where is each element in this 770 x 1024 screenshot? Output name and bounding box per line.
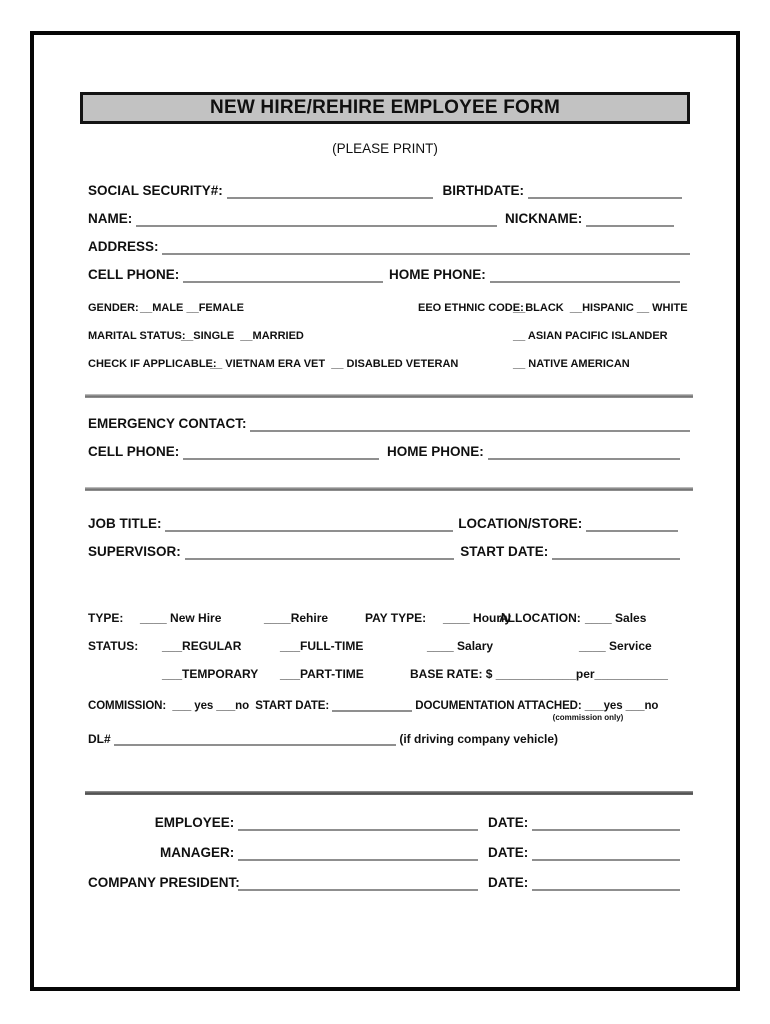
cell-phone-label: CELL PHONE: [88, 267, 184, 282]
status-regular-option[interactable]: ___REGULAR [162, 639, 242, 653]
supervisor-input-line[interactable] [185, 553, 455, 560]
home-phone-label: HOME PHONE: [389, 267, 490, 282]
birthdate-input-line[interactable] [528, 192, 682, 199]
section-divider [85, 487, 693, 491]
nickname-label: NICKNAME: [505, 211, 586, 226]
ssn-birthdate-row [88, 182, 692, 199]
commission-row [88, 700, 692, 712]
commission-yes-option[interactable]: ___ yes [169, 700, 214, 712]
start-date-input-line[interactable] [552, 553, 680, 560]
allocation-service-option[interactable]: ____ Service [579, 639, 652, 653]
form-title: NEW HIRE/REHIRE EMPLOYEE FORM [210, 97, 560, 118]
gender-options[interactable]: __MALE __FEMALE [140, 302, 244, 314]
commission-label: COMMISSION: [88, 700, 170, 712]
marital-label: MARITAL STATUS: [88, 330, 186, 342]
type-row [88, 608, 692, 625]
birthdate-label: BIRTHDATE: [442, 183, 528, 198]
job-title-input-line[interactable] [165, 525, 453, 532]
type-label: TYPE: [88, 611, 124, 625]
emergency-cell-phone-input-line[interactable] [183, 453, 379, 460]
marital-options[interactable]: __SINGLE __MARRIED [181, 330, 304, 342]
allocation-label: ALLOCATION: [499, 611, 581, 625]
home-phone-input-line[interactable] [490, 276, 680, 283]
location-store-label: LOCATION/STORE: [458, 516, 586, 531]
pay-hourly-option[interactable]: ____ Hourly [443, 611, 512, 625]
gender-eeo-row [88, 299, 692, 314]
job-title-label: JOB TITLE: [88, 516, 166, 531]
pay-salary-option[interactable]: ____ Salary [427, 639, 494, 653]
president-signature-line[interactable] [238, 884, 478, 891]
emergency-phone-row [88, 443, 692, 460]
president-date-line[interactable] [532, 884, 680, 891]
commission-note-row [88, 713, 692, 724]
status-part-time-option[interactable]: ___PART-TIME [280, 667, 364, 681]
commission-only-note: (commission only) [552, 713, 624, 722]
status-row [88, 636, 692, 653]
emergency-contact-label: EMERGENCY CONTACT: [88, 416, 251, 431]
date-label: DATE: [488, 875, 532, 890]
documentation-yes-option[interactable]: ___yes [581, 700, 623, 712]
employee-label: EMPLOYEE: [154, 815, 238, 830]
applicable-options[interactable]: __ VIETNAM ERA VET __ DISABLED VETERAN [210, 358, 459, 370]
name-input-line[interactable] [136, 220, 497, 227]
president-signature-row [88, 874, 692, 891]
form-title-bar [80, 92, 690, 124]
name-row [88, 210, 692, 227]
documentation-label: DOCUMENTATION ATTACHED: [412, 700, 582, 712]
nickname-input-line[interactable] [586, 220, 674, 227]
manager-date-line[interactable] [532, 854, 680, 861]
commission-start-date-input-line[interactable] [332, 705, 412, 712]
start-date-label: START DATE: [460, 544, 552, 559]
emergency-home-phone-label: HOME PHONE: [387, 444, 488, 459]
status-label: STATUS: [88, 639, 139, 653]
status-full-time-option[interactable]: ___FULL-TIME [280, 639, 364, 653]
emergency-home-phone-input-line[interactable] [488, 453, 680, 460]
allocation-sales-option[interactable]: ____ Sales [585, 611, 647, 625]
gender-label: GENDER: [88, 302, 139, 314]
name-label: NAME: [88, 211, 136, 226]
documentation-no-option[interactable]: ___no [622, 700, 659, 712]
dl-input-line[interactable] [114, 739, 396, 746]
ssn-input-line[interactable] [227, 192, 433, 199]
emergency-contact-input-line[interactable] [250, 425, 690, 432]
employee-signature-line[interactable] [238, 824, 478, 831]
phone-row [88, 266, 692, 283]
form-content [34, 182, 736, 891]
employee-signature-row [88, 814, 692, 831]
marital-row [88, 327, 692, 342]
form-page [30, 31, 740, 991]
commission-no-option[interactable]: ___no [213, 700, 250, 712]
supervisor-label: SUPERVISOR: [88, 544, 185, 559]
status-row-2 [88, 664, 692, 681]
veteran-row [88, 355, 692, 370]
eeo-row1-options[interactable]: __BLACK __HISPANIC __ WHITE [513, 302, 688, 314]
address-row [88, 238, 692, 255]
section-divider [85, 791, 693, 795]
date-label: DATE: [488, 815, 532, 830]
applicable-label: CHECK IF APPLICABLE: [88, 358, 217, 370]
supervisor-row [88, 543, 692, 560]
address-input-line[interactable] [162, 248, 690, 255]
emergency-cell-phone-label: CELL PHONE: [88, 444, 184, 459]
date-label: DATE: [488, 845, 532, 860]
eeo-label: EEO ETHNIC CODE: [418, 302, 524, 314]
job-title-row [88, 515, 692, 532]
base-rate-field[interactable]: BASE RATE: $ ____________per___________ [410, 667, 668, 681]
section-divider [85, 394, 693, 398]
pay-type-label: PAY TYPE: [365, 611, 427, 625]
eeo-asian-option[interactable]: __ ASIAN PACIFIC ISLANDER [513, 330, 668, 342]
address-label: ADDRESS: [88, 239, 163, 254]
commission-start-date-label: START DATE: [249, 700, 333, 712]
type-rehire-option[interactable]: ____Rehire [264, 611, 329, 625]
form-subtitle: (PLEASE PRINT) [332, 141, 438, 156]
ssn-label: SOCIAL SECURITY#: [88, 183, 227, 198]
manager-signature-line[interactable] [238, 854, 478, 861]
type-new-hire-option[interactable]: ____ New Hire [140, 611, 222, 625]
dl-note: (if driving company vehicle) [396, 732, 559, 746]
location-store-input-line[interactable] [586, 525, 678, 532]
status-temporary-option[interactable]: ___TEMPORARY [162, 667, 259, 681]
manager-signature-row [88, 844, 692, 861]
manager-label: MANAGER: [160, 845, 238, 860]
president-label: COMPANY PRESIDENT: [88, 875, 244, 890]
employee-date-line[interactable] [532, 824, 680, 831]
cell-phone-input-line[interactable] [183, 276, 383, 283]
eeo-native-option[interactable]: __ NATIVE AMERICAN [513, 358, 630, 370]
dl-label: DL# [88, 732, 115, 746]
emergency-contact-row [88, 415, 692, 432]
drivers-license-row [88, 732, 692, 746]
